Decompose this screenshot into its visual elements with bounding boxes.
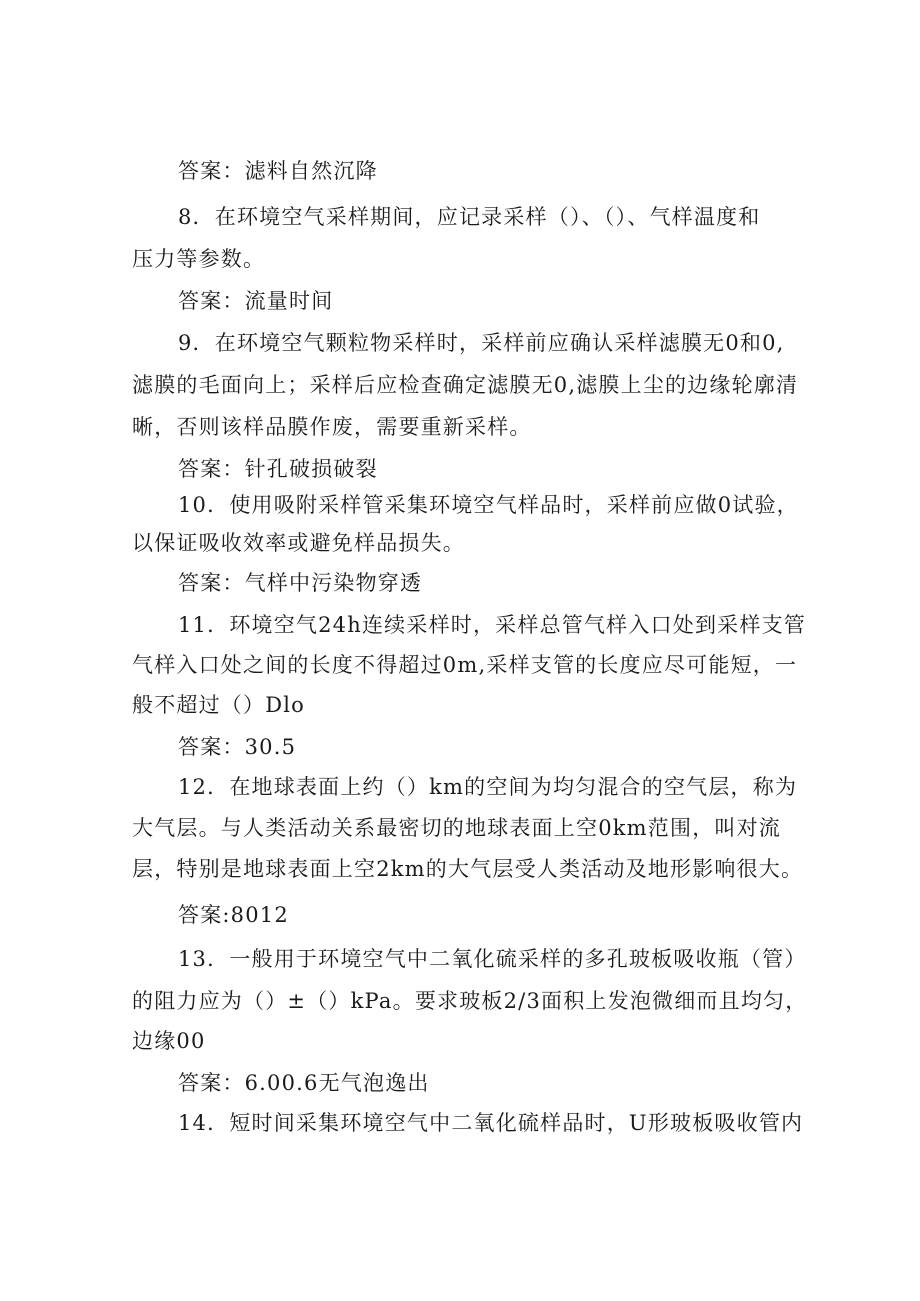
question-8-line-1: 8．在环境空气采样期间，应记录采样（）、（）、气样温度和 (178, 205, 761, 229)
question-13-line-1: 13．一般用于环境空气中二氧化硫采样的多孔玻板吸收瓶（管） (178, 947, 807, 971)
question-11-line-2: 气样入口处之间的长度不得超过0m,采样支管的长度应尽可能短，一 (132, 653, 798, 677)
question-9-line-3: 晰，否则该样品膜作废，需要重新采样。 (132, 415, 532, 439)
answer-12: 答案:8012 (178, 903, 289, 927)
answer-11: 答案：30.5 (178, 735, 297, 759)
question-12-line-2: 大气层。与人类活动关系最密切的地球表面上空0km范围，叫对流 (132, 816, 781, 840)
answer-8: 答案：流量时间 (178, 289, 334, 313)
question-9-line-1: 9．在环境空气颗粒物采样时，采样前应确认采样滤膜无0和0, (178, 331, 785, 355)
question-12-line-1: 12．在地球表面上约（）km的空间为均匀混合的空气层，称为 (178, 775, 798, 799)
question-11-line-1: 11．环境空气24h连续采样时，采样总管气样入口处到采样支管 (178, 613, 806, 637)
question-10-line-1: 10．使用吸附采样管采集环境空气样品时，采样前应做0试验， (178, 493, 799, 517)
question-14-line-1: 14．短时间采集环境空气中二氧化硫样品时，U形玻板吸收管内 (178, 1111, 804, 1135)
question-13-line-2: 的阻力应为（）±（）kPa。要求玻板2/3面积上发泡微细而且均匀， (132, 989, 808, 1013)
question-9-line-2: 滤膜的毛面向上；采样后应检查确定滤膜无0,滤膜上尘的边缘轮廓清 (132, 373, 799, 397)
question-10-line-2: 以保证吸收效率或避免样品损失。 (132, 531, 465, 555)
answer-7: 答案：滤料自然沉降 (178, 159, 378, 183)
answer-10: 答案：气样中污染物穿透 (178, 571, 423, 595)
question-8-line-2: 压力等参数。 (132, 247, 266, 271)
question-11-line-3: 般不超过（）Dlo (132, 693, 305, 717)
question-12-line-3: 层，特别是地球表面上空2km的大气层受人类活动及地形影响很大。 (132, 857, 804, 881)
answer-9: 答案：针孔破损破裂 (178, 457, 378, 481)
answer-13: 答案：6.00.6无气泡逸出 (178, 1071, 430, 1095)
question-13-line-3: 边缘00 (132, 1029, 206, 1053)
